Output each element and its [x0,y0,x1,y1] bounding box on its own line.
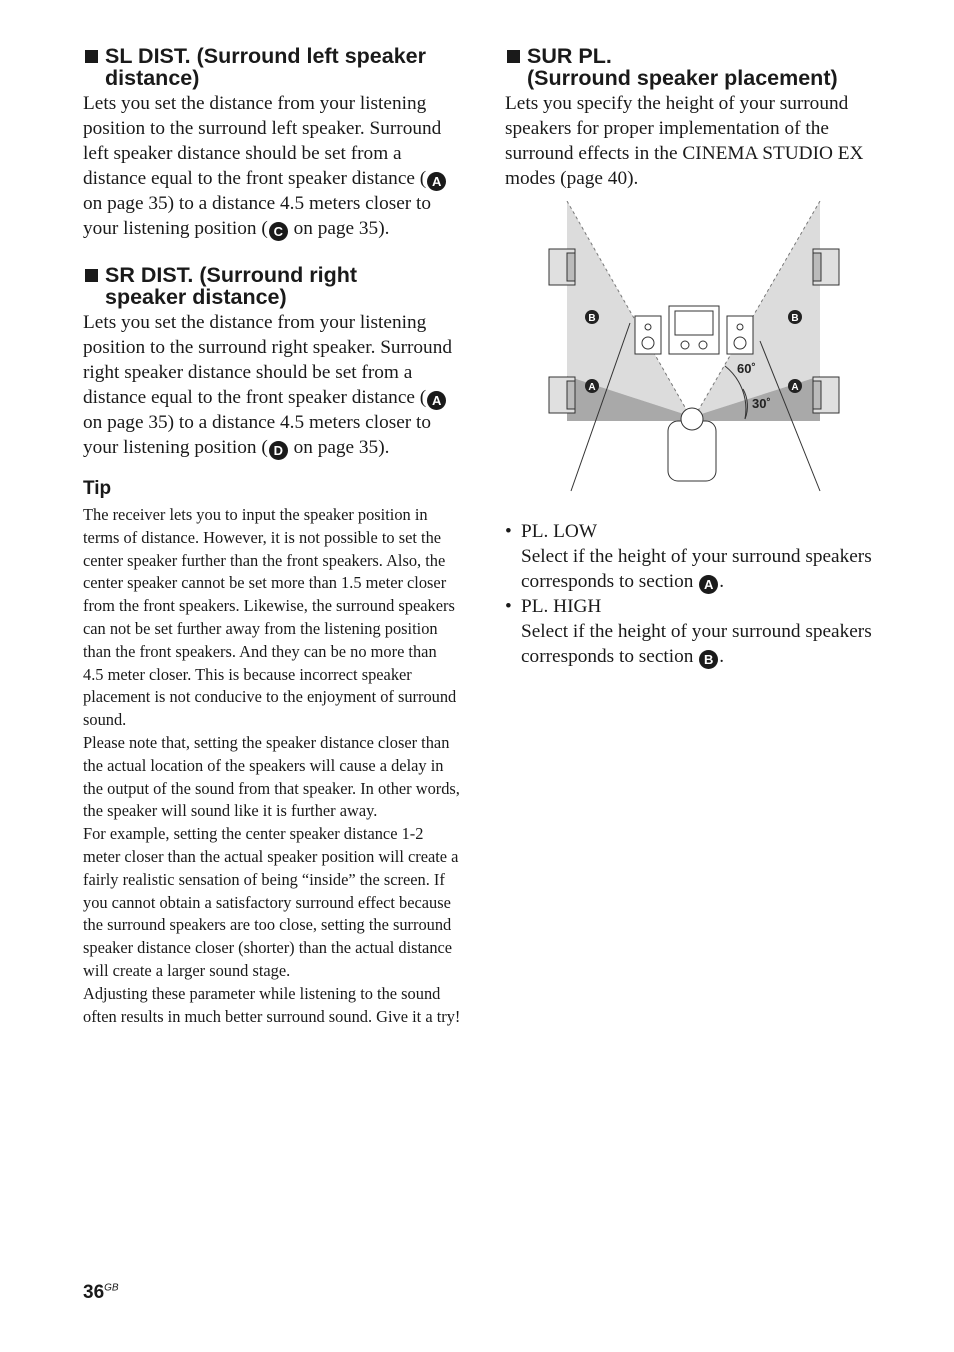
sl-dist-heading: SL DIST. (Surround left speaker distance) [83,45,461,89]
circle-c-icon: C [269,222,288,241]
placement-options-list [505,519,885,669]
sr-dist-body: Lets you set the distance from your listening position to the surround right speaker. Surround right speaker distance should be set from a distance equal to the front speaker distance ( A on page 35) to a distance 4.5 meters closer to your listening position ( D on page 35). [83,312,452,458]
tip-paragraph: The receiver lets you to input the speaker position in terms of distance. However, it is not possible to set the center speaker further than the front speakers. Also, the center speaker cannot be set more than 1.5 meter closer from the front speakers. Likewise, the surround speakers can not be set further away from the listening position than the front speakers. And they can be no more than 4.5 meter closer. This is because incorrect speaker placement is not conducive to the enjoyment of surround sound. [83,505,457,730]
angle-30-label: 30˚ [752,396,771,411]
svg-text:A: A [588,382,596,393]
tip-title: Tip [83,478,112,499]
sl-dist-body: Lets you set the distance from your listening position to the surround left speaker. Surround left speaker distance should be set from a distance equal to the front speaker distance ( A on page 35) to a distance 4.5 meters closer to your listening position ( C on page 35). [83,91,461,241]
label-b-left [585,310,599,324]
sur-pl-body: Lets you specify the height of your surround speakers for proper implementation of the surround effects in the CINEMA STUDIO EX modes (page 40). [505,93,864,189]
surround-left-high-speaker [549,249,575,285]
surround-right-low-speaker [813,377,839,413]
angle-60-label: 60˚ [737,361,756,376]
label-a-left [585,379,599,393]
right-column [505,45,885,669]
center-speaker-tv [669,306,719,354]
front-right-speaker [727,316,753,354]
front-left-speaker [635,316,661,354]
page-number: $36^{GB}$ [83,1282,119,1303]
svg-text:A: A [791,382,799,393]
circle-a-icon: A [427,172,446,191]
square-bullet-icon [507,50,520,63]
square-bullet-icon [85,50,98,63]
list-item: • PL. LOW Select if the height of your surround speakers corresponds to section A . [505,521,872,592]
sr-dist-heading: SR DIST. (Surround right speaker distance) [83,264,461,308]
svg-text:B: B [791,313,799,324]
svg-text:B: B [588,313,596,324]
speaker-placement-diagram [505,201,885,501]
list-item: • PL. HIGH Select if the height of your surround speakers corresponds to section B . [505,596,872,667]
circle-d-icon: D [269,441,288,460]
circle-b-icon: B [699,650,718,669]
square-bullet-icon [85,269,98,282]
tip-paragraph: Please note that, setting the speaker distance closer than the actual location of the speakers will cause a delay in the output of the sound from that speaker. In other words, the speaker will sound like it is further away. [83,732,460,821]
surround-right-high-speaker [813,249,839,285]
surround-left-low-speaker [549,377,575,413]
circle-a-icon: A [699,575,718,594]
label-a-right [788,379,802,393]
label-b-right [788,310,802,324]
sur-pl-heading: SUR PL. (Surround speaker placement) [505,45,885,89]
tip-paragraph: Adjusting these parameter while listening to the sound often results in much better surround sound. Give it a try! [83,983,461,1026]
tip-paragraph: For example, setting the center speaker distance 1-2 meter closer than the actual speaker position will create a fairly realistic sensation of being “inside” the screen. If you cannot obtain a satisfactory surround effect because the surround speakers are too close, setting the surround speaker distance closer (shorter) than the actual distance will create a larger sound stage. [83,824,459,980]
circle-a-icon: A [427,391,446,410]
left-column [83,45,461,1028]
